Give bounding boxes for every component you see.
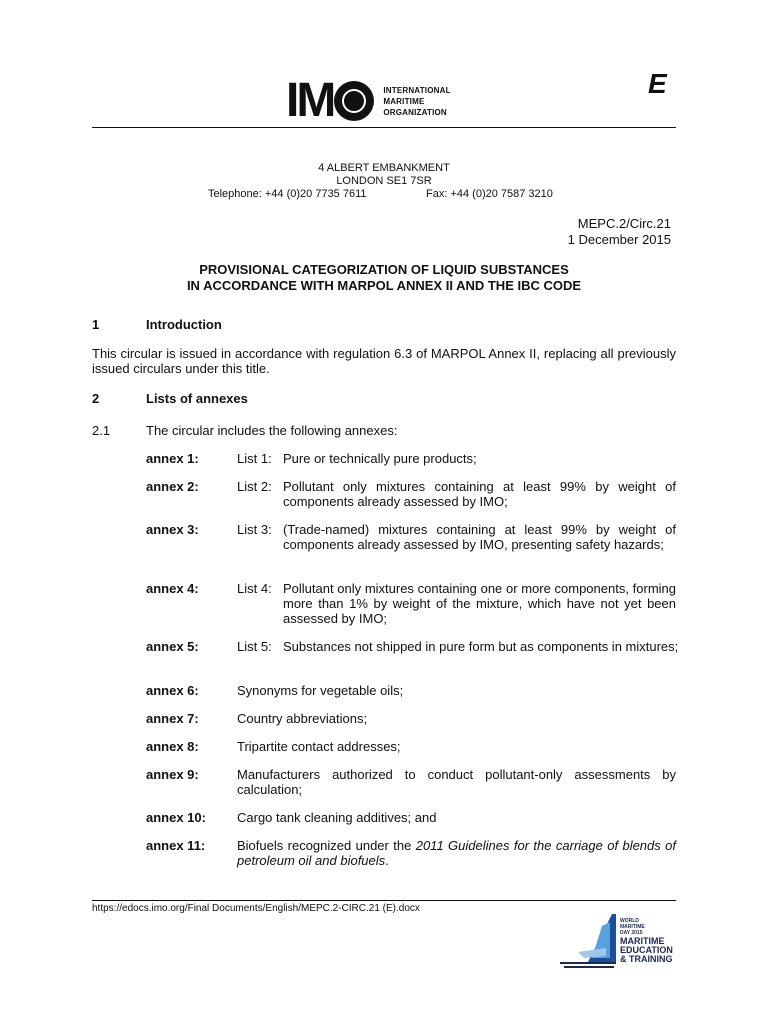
fax: Fax: +44 (0)20 7587 3210: [426, 188, 553, 200]
ship-graphic-icon: [558, 912, 618, 970]
logo-letters-im: IM: [286, 74, 334, 127]
annex-item: [146, 451, 676, 466]
organization-name: [383, 85, 450, 118]
annex-description: Country abbreviations;: [237, 711, 368, 726]
annex-description: Synonyms for vegetable oils;: [237, 683, 404, 698]
annex-list-number: List 3:: [237, 522, 272, 537]
world-maritime-day-badge: [558, 912, 678, 970]
document-symbol: MEPC.2/Circ.21: [577, 216, 671, 231]
org-line-1: INTERNATIONAL: [383, 85, 451, 95]
logo-wordmark: [286, 74, 375, 127]
annex-item: [146, 739, 676, 754]
badge-small-text: [620, 918, 645, 936]
annex-label: annex 8:: [146, 739, 199, 754]
section-2-heading: Lists of annexes: [146, 391, 248, 406]
annex-item: [146, 581, 676, 626]
annex-label: annex 4:: [146, 581, 199, 596]
badge-title-line-3: & TRAINING: [620, 954, 673, 964]
annex-item: [146, 683, 676, 698]
badge-small-line-1: WORLD: [620, 918, 639, 924]
annex-description: Manufacturers authorized to conduct pollutant-only assessments by calculation;: [237, 767, 676, 797]
annex-item: [146, 522, 676, 552]
document-date: 1 December 2015: [567, 232, 671, 247]
annex-label: annex 11:: [146, 838, 206, 853]
waterline-2: [564, 966, 614, 968]
un-emblem-icon: [334, 81, 374, 121]
org-line-2: MARITIME: [383, 96, 425, 106]
annex-item: [146, 838, 676, 868]
annex-list-number: List 4:: [237, 581, 272, 596]
badge-small-line-2: MARITIME: [620, 924, 645, 930]
footer-divider: [92, 900, 676, 901]
annex-label: annex 1:: [146, 451, 199, 466]
annex-item: [146, 479, 676, 509]
paragraph-2-1-text: The circular includes the following annexes:: [146, 423, 398, 438]
annex-label: annex 6:: [146, 683, 199, 698]
document-reference: [568, 216, 671, 248]
annex-description: [237, 838, 676, 868]
address-block: [92, 162, 676, 188]
annex-item: [146, 639, 679, 654]
annex-label: annex 9:: [146, 767, 199, 782]
annex-list-number: List 1:: [237, 451, 272, 466]
annex-description-prefix: Biofuels recognized under the: [237, 838, 416, 853]
annex-list-number: List 2:: [237, 479, 272, 494]
annex-description: Tripartite contact addresses;: [237, 739, 401, 754]
header-divider: [92, 127, 676, 128]
paragraph-2-1-number: 2.1: [92, 423, 111, 438]
section-2-number: 2: [92, 391, 100, 406]
annex-description: Pure or technically pure products;: [283, 451, 477, 466]
document-file-path: https://edocs.imo.org/Final Documents/English/MEPC.2-CIRC.21 (E).docx: [92, 903, 420, 914]
imo-logo: [286, 74, 451, 127]
annex-label: annex 2:: [146, 479, 199, 494]
annex-list-number: List 5:: [237, 639, 272, 654]
annex-label: annex 5:: [146, 639, 199, 654]
annex-label: annex 3:: [146, 522, 199, 537]
annex-description: (Trade-named) mixtures containing at least 99% by weight of components already assessed by IMO, presenting safety hazards;: [283, 522, 676, 552]
badge-title: [620, 937, 673, 964]
address-line-2: LONDON SE1 7SR: [336, 175, 432, 187]
annex-label: annex 7:: [146, 711, 199, 726]
annex-item: [146, 767, 676, 797]
section-1-heading: Introduction: [146, 317, 222, 332]
annex-item: [146, 711, 676, 726]
annex-label: annex 10:: [146, 810, 206, 825]
waterline-1: [560, 962, 616, 964]
guidelines-title: 2011 Guidelines for the carriage of blends of petroleum oil and biofuels: [237, 838, 676, 868]
section-1-number: 1: [92, 317, 100, 332]
annex-description: Cargo tank cleaning additives; and: [237, 810, 437, 825]
annex-item: [146, 810, 676, 825]
annex-description: Pollutant only mixtures containing one or more components, forming more than 1% by weight of the mixture, which have not yet been assessed by IMO;: [283, 581, 676, 626]
badge-title-line-2: EDUCATION: [620, 945, 673, 955]
address-line-1: 4 ALBERT EMBANKMENT: [318, 162, 450, 174]
title-line-1: PROVISIONAL CATEGORIZATION OF LIQUID SUBSTANCES: [199, 262, 569, 277]
title-line-2: IN ACCORDANCE WITH MARPOL ANNEX II AND THE IBC CODE: [186, 278, 582, 293]
annex-description: Substances not shipped in pure form but as components in mixtures;: [283, 639, 679, 654]
badge-small-line-3: DAY 2015: [620, 930, 643, 936]
annex-description: Pollutant only mixtures containing at least 99% by weight of components already assessed by IMO;: [283, 479, 676, 509]
language-mark: E: [648, 68, 667, 99]
document-title: [92, 262, 676, 294]
badge-title-line-1: MARITIME: [620, 936, 665, 946]
telephone: Telephone: +44 (0)20 7735 7611: [208, 188, 367, 200]
org-line-3: ORGANIZATION: [383, 107, 447, 117]
section-1-text: This circular is issued in accordance with regulation 6.3 of MARPOL Annex II, replacing all previously issued circulars under this title.: [92, 346, 676, 376]
annex-description-suffix: .: [385, 853, 389, 868]
